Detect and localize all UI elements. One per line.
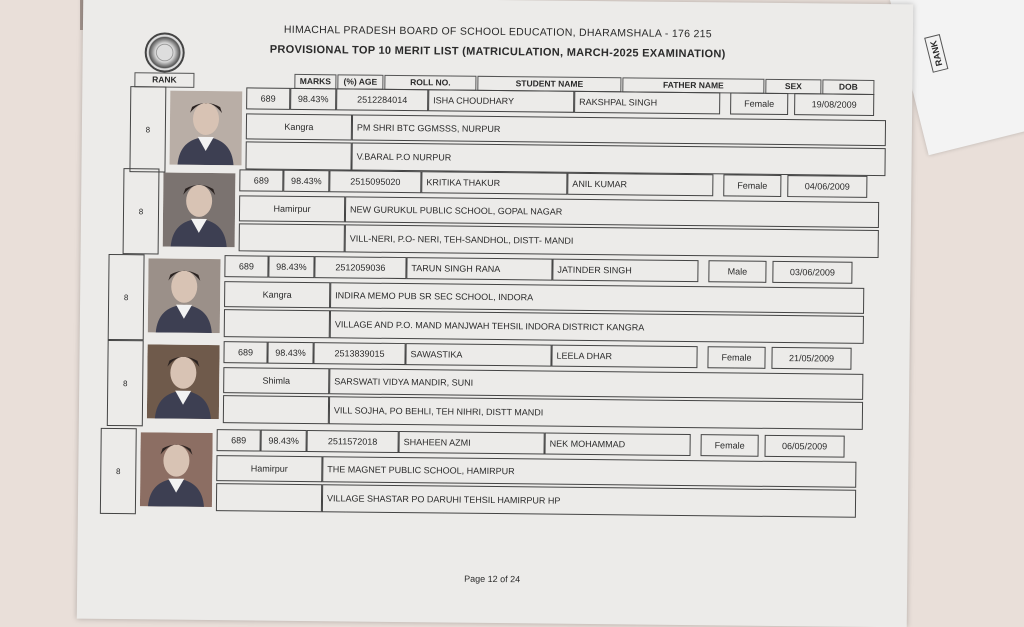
merit-record [100,428,861,520]
roll-cell: 2511572018 [307,430,399,453]
school-cell: SARSWATI VIDYA MANDIR, SUNI [329,368,863,400]
col-dob: DOB [822,79,874,95]
record-details [245,87,886,178]
district-cell: Hamirpur [239,195,345,222]
sex-cell: Female [700,434,758,457]
student-name-cell: ISHA CHOUDHARY [428,89,574,113]
sex-cell: Female [730,92,788,115]
marks-cell: 689 [217,429,261,451]
school-cell: INDIRA MEMO PUB SR SEC SCHOOL, INDORA [330,282,864,314]
dob-cell: 21/05/2009 [771,347,851,370]
person-silhouette-icon [163,173,236,248]
dob-cell: 06/05/2009 [764,435,844,458]
roll-cell: 2513839015 [313,342,405,365]
blank-cell [223,395,329,424]
address-cell: VILLAGE SHASTAR PO DARUHI TEHSIL HAMIRPUR HP [322,484,856,518]
rank-cell: 8 [107,340,144,426]
roll-cell: 2512059036 [314,256,406,279]
sex-cell: Female [707,346,765,369]
person-silhouette-icon [170,91,243,166]
blank-cell [216,483,322,512]
marks-cell: 689 [239,169,283,191]
pct-cell: 98.43% [283,170,329,192]
col-father: FATHER NAME [622,77,764,93]
roll-cell: 2515095020 [329,170,421,193]
address-cell: VILL SOJHA, PO BEHLI, TEH NIHRI, DISTT MANDI [329,396,863,430]
blank-cell [245,141,351,170]
district-cell: Hamirpur [216,455,322,482]
rank-cell: 8 [129,86,166,172]
person-silhouette-icon [147,344,220,419]
marks-cell: 689 [224,255,268,277]
side-rank-label: RANK [924,34,948,73]
col-pct: (%) AGE [337,74,383,89]
merit-record [108,254,869,346]
rank-cell: 8 [100,428,137,514]
pct-cell: 98.43% [268,256,314,278]
father-name-cell: RAKSHPAL SINGH [574,91,720,115]
sex-cell: Female [723,174,781,197]
rank-cell: 8 [123,168,160,254]
student-name-cell: SAWASTIKA [405,343,551,367]
page-title: PROVISIONAL TOP 10 MERIT LIST (MATRICULATION, MARCH-2025 EXAMINATION) [269,43,726,61]
record-details [216,429,857,520]
student-photo [148,258,221,333]
student-photo [170,91,243,166]
father-name-cell: NEK MOHAMMAD [545,433,691,457]
district-cell: Kangra [224,281,330,308]
record-details [223,341,864,432]
page-number: Page 12 of 24 [464,573,521,585]
address-cell: V.BARAL P.O NURPUR [351,142,885,176]
col-student: STUDENT NAME [477,76,621,93]
roll-cell: 2512284014 [336,88,428,111]
school-cell: THE MAGNET PUBLIC SCHOOL, HAMIRPUR [322,456,856,488]
pct-cell: 98.43% [267,342,313,364]
record-details [239,169,880,260]
sex-cell: Male [708,260,766,283]
col-sex: SEX [765,79,821,95]
student-name-cell: TARUN SINGH RANA [406,257,552,281]
col-marks: MARKS [294,74,336,89]
student-name-cell: KRITIKA THAKUR [421,171,567,195]
student-photo [163,173,236,248]
record-details [224,255,865,346]
father-name-cell: ANIL KUMAR [567,173,713,197]
district-cell: Shimla [223,367,329,394]
district-cell: Kangra [246,113,352,140]
col-roll: ROLL NO. [384,75,476,91]
merit-record [129,86,890,178]
school-cell: NEW GURUKUL PUBLIC SCHOOL, GOPAL NAGAR [345,196,879,228]
dob-cell: 04/06/2009 [787,175,867,198]
student-photo [140,432,213,507]
father-name-cell: LEELA DHAR [551,345,697,369]
dob-cell: 03/06/2009 [772,261,852,284]
address-cell: VILLAGE AND P.O. MAND MANJWAH TEHSIL INDORA DISTRICT KANGRA [330,310,864,344]
father-name-cell: JATINDER SINGH [552,259,698,283]
school-cell: PM SHRI BTC GGMSSS, NURPUR [352,114,886,146]
pct-cell: 98.43% [290,88,336,110]
col-rank: RANK [134,72,194,88]
pct-cell: 98.43% [261,430,307,452]
person-silhouette-icon [140,432,213,507]
merit-list-page [77,0,913,627]
blank-cell [239,223,345,252]
dob-cell: 19/08/2009 [794,93,874,116]
student-name-cell: SHAHEEN AZMI [399,431,545,455]
person-silhouette-icon [148,258,221,333]
student-photo [147,344,220,419]
blank-cell [224,309,330,338]
merit-record [123,168,884,260]
marks-cell: 689 [223,341,267,363]
marks-cell: 689 [246,87,290,109]
rank-cell: 8 [108,254,145,340]
merit-record [107,340,868,432]
address-cell: VILL-NERI, P.O- NERI, TEH-SANDHOL, DISTT- MANDI [345,224,879,258]
board-name: HIMACHAL PRADESH BOARD OF SCHOOL EDUCATION, DHARAMSHALA - 176 215 [283,23,713,41]
